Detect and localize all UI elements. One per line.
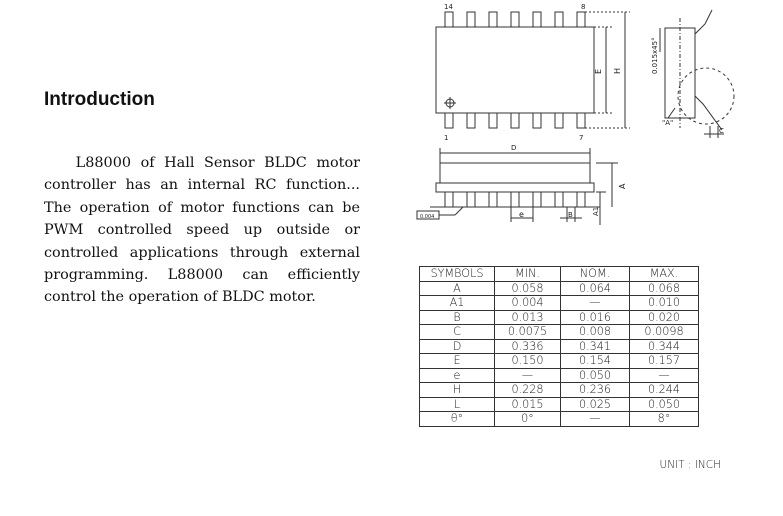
dim-label-A1: A1 bbox=[592, 206, 600, 216]
cell-nom: 0.025 bbox=[561, 397, 630, 412]
end-leads bbox=[445, 192, 585, 207]
pin-label-7: 7 bbox=[579, 134, 584, 142]
cell-nom: 0.154 bbox=[561, 354, 630, 369]
cell-nom: 0.008 bbox=[561, 325, 630, 340]
cell-symbol: D bbox=[420, 339, 495, 354]
cell-max: 0.157 bbox=[630, 354, 699, 369]
dim-label-C: C bbox=[719, 127, 724, 135]
cell-max: 0.0098 bbox=[630, 325, 699, 340]
cell-max: 8° bbox=[630, 412, 699, 427]
dimensions-table bbox=[419, 266, 699, 427]
table-row bbox=[420, 354, 699, 369]
cell-min: — bbox=[495, 368, 561, 383]
cell-symbol: B bbox=[420, 310, 495, 325]
cell-nom: 0.236 bbox=[561, 383, 630, 398]
unit-note: UNIT : INCH bbox=[659, 459, 721, 471]
cell-symbol: C bbox=[420, 325, 495, 340]
cell-symbol: E bbox=[420, 354, 495, 369]
cell-min: 0° bbox=[495, 412, 561, 427]
table-row bbox=[420, 339, 699, 354]
cell-min: 0.013 bbox=[495, 310, 561, 325]
cell-max: 0.020 bbox=[630, 310, 699, 325]
header-symbols: SYMBOLS bbox=[420, 267, 495, 282]
header-max: MAX. bbox=[630, 267, 699, 282]
pin-label-8: 8 bbox=[581, 3, 586, 11]
cell-symbol: e bbox=[420, 368, 495, 383]
cell-symbol: H bbox=[420, 383, 495, 398]
cell-nom: — bbox=[561, 296, 630, 311]
dim-label-A: A bbox=[618, 183, 627, 189]
cell-symbol: A bbox=[420, 281, 495, 296]
cell-min: 0.228 bbox=[495, 383, 561, 398]
cell-max: — bbox=[630, 368, 699, 383]
cell-min: 0.150 bbox=[495, 354, 561, 369]
section-heading: Introduction bbox=[44, 89, 155, 110]
intro-paragraph: L88000 of Hall Sensor BLDC motor controller has an internal RC function... The operation of motor functions can be PWM controlled speed up outside or controlled applications through external programming. L88000 can efficiently control the operation of BLDC motor. bbox=[44, 155, 360, 306]
detail-a-label: "A" bbox=[662, 119, 674, 127]
cell-min: 0.0075 bbox=[495, 325, 561, 340]
dim-label-E: E bbox=[594, 68, 603, 74]
pin-label-14: 14 bbox=[444, 3, 453, 11]
table-row bbox=[420, 368, 699, 383]
end-view-body bbox=[440, 163, 590, 183]
cell-max: 0.068 bbox=[630, 281, 699, 296]
cell-nom: 0.341 bbox=[561, 339, 630, 354]
pin-label-1: 1 bbox=[444, 134, 449, 142]
dim-label-D: D bbox=[511, 144, 517, 152]
top-view-body bbox=[436, 27, 594, 113]
table-row bbox=[420, 383, 699, 398]
table-row bbox=[420, 310, 699, 325]
header-min: MIN. bbox=[495, 267, 561, 282]
dim-label-e: e bbox=[519, 210, 524, 219]
table-row bbox=[420, 397, 699, 412]
detail-circle bbox=[678, 68, 734, 124]
cell-min: 0.058 bbox=[495, 281, 561, 296]
cell-nom: — bbox=[561, 412, 630, 427]
table-row bbox=[420, 325, 699, 340]
cell-symbol: A1 bbox=[420, 296, 495, 311]
top-leads bbox=[445, 12, 585, 27]
table-header-row bbox=[420, 267, 699, 282]
table-row bbox=[420, 281, 699, 296]
cell-nom: 0.064 bbox=[561, 281, 630, 296]
table-row bbox=[420, 296, 699, 311]
cell-min: 0.336 bbox=[495, 339, 561, 354]
cell-max: 0.244 bbox=[630, 383, 699, 398]
header-nom: NOM. bbox=[561, 267, 630, 282]
cell-symbol: L bbox=[420, 397, 495, 412]
cell-min: 0.004 bbox=[495, 296, 561, 311]
dim-label-B: B bbox=[568, 211, 573, 219]
cell-min: 0.015 bbox=[495, 397, 561, 412]
dim-label-H: H bbox=[613, 67, 622, 74]
cell-max: 0.050 bbox=[630, 397, 699, 412]
cell-nom: 0.016 bbox=[561, 310, 630, 325]
tolerance-label: 0.004 bbox=[420, 214, 435, 220]
cell-symbol: θ° bbox=[420, 412, 495, 427]
cell-max: 0.344 bbox=[630, 339, 699, 354]
bottom-leads bbox=[445, 113, 585, 128]
cell-max: 0.010 bbox=[630, 296, 699, 311]
cell-nom: 0.050 bbox=[561, 368, 630, 383]
table-row bbox=[420, 412, 699, 427]
chamfer-label: 0.015x45° bbox=[651, 37, 659, 74]
